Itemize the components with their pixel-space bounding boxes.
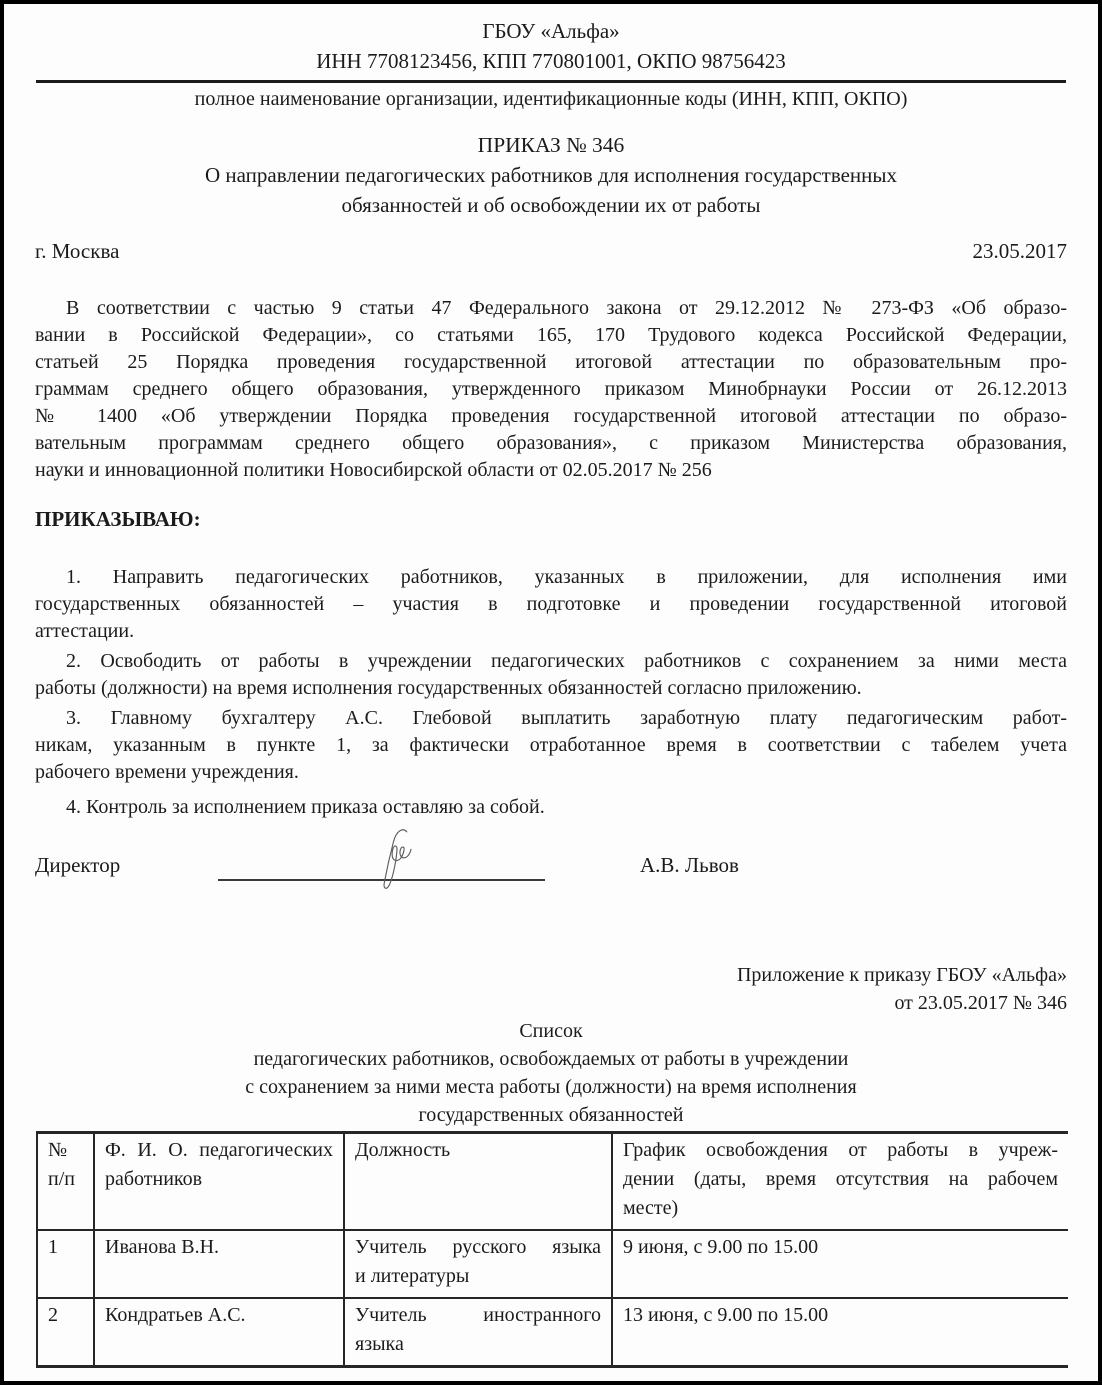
order-item xyxy=(35,648,1067,702)
text-line: № 1400 «Об утверждении Порядка проведения государственной итоговой аттестации по образо- xyxy=(35,405,1067,427)
text-line: с сохранением за ними места работы (должности) на время исполнения xyxy=(245,1076,857,1098)
order-subject xyxy=(35,160,1067,220)
order-date: 23.05.2017 xyxy=(972,239,1067,263)
text-line: месте) xyxy=(623,1197,679,1219)
table-cell xyxy=(94,1298,344,1367)
org-header xyxy=(35,4,1067,76)
org-codes: ИНН 7708123456, КПП 770801001, ОКПО 98756423 xyxy=(316,49,786,73)
table-header-row xyxy=(37,1133,1068,1231)
signature-name: А.В. Львов xyxy=(640,853,739,877)
text-line: Кондратьев А.С. xyxy=(105,1304,246,1326)
text-line: Учитель иностранного xyxy=(355,1304,601,1326)
city-date-row xyxy=(35,238,1067,265)
appendix-reference xyxy=(35,961,1067,1017)
text-line: 2. Освободить от работы в учреждении педагогических работников с сохранением за ними места xyxy=(66,650,1067,672)
text-line: граммам среднего общего образования, утвержденного приказом Минобрнауки России от 26.12.2013 xyxy=(35,378,1067,400)
text-line: 13 июня, с 9.00 по 15.00 xyxy=(623,1304,829,1326)
text-line: О направлении педагогических работников для исполнения государственных xyxy=(204,163,898,187)
table-cell xyxy=(612,1298,1068,1367)
table-header-cell xyxy=(612,1133,1068,1231)
order-title: ПРИКАЗ № 346 xyxy=(477,133,625,157)
table-header-cell xyxy=(344,1133,612,1231)
text-line: от 23.05.2017 № 346 xyxy=(894,992,1067,1014)
text-line: статьей 25 Порядка проведения государственной итоговой аттестации по образовательным про- xyxy=(35,351,1067,373)
text-line: никам, указанным в пункте 1, за фактически отработанное время в соответствии с табелем учета xyxy=(35,734,1067,756)
text-line: Приложение к приказу ГБОУ «Альфа» xyxy=(736,964,1067,986)
table-cell xyxy=(344,1230,612,1298)
text-line: работников xyxy=(105,1168,203,1190)
resolution-heading: ПРИКАЗЫВАЮ: xyxy=(35,507,201,531)
signature-row xyxy=(35,851,1067,879)
schedule-table xyxy=(36,1131,1068,1368)
text-line: государственных обязанностей xyxy=(418,1104,684,1126)
order-item xyxy=(35,564,1067,645)
table-cell xyxy=(344,1298,612,1367)
text-line: Список xyxy=(519,1020,583,1042)
cell-content xyxy=(355,1136,601,1223)
text-line: Иванова В.Н. xyxy=(105,1236,220,1258)
text-line: рабочего времени учреждения. xyxy=(35,761,299,783)
signature-role: Директор xyxy=(35,853,121,877)
cell-content xyxy=(623,1233,1058,1288)
table-header-cell xyxy=(37,1133,94,1231)
order-item xyxy=(35,794,1067,821)
order-items xyxy=(35,564,1067,821)
text-line: Ф. И. О. педагогических xyxy=(105,1139,333,1161)
cell-content xyxy=(48,1136,83,1223)
table-header-cell xyxy=(94,1133,344,1231)
table-cell xyxy=(37,1298,94,1367)
text-line: График освобождения от работы в учреж- xyxy=(623,1139,1058,1161)
text-line: педагогических работников, освобождаемых от работы в учреждении xyxy=(253,1048,849,1070)
cell-content xyxy=(105,1233,333,1288)
org-caption: полное наименование организации, идентификационные коды (ИНН, КПП, ОКПО) xyxy=(194,88,908,110)
table-body xyxy=(37,1230,1068,1367)
table-row xyxy=(37,1298,1068,1367)
order-item xyxy=(35,705,1067,786)
table-cell xyxy=(612,1230,1068,1298)
text-line: государственных обязанностей – участия в подготовке и проведении государственной итоговой xyxy=(35,593,1067,615)
text-line: 9 июня, с 9.00 по 15.00 xyxy=(623,1236,819,1258)
text-line: В соответствии с частью 9 статьи 47 Федерального закона от 29.12.2012 № 273-ФЗ «Об образо- xyxy=(66,297,1067,319)
table-cell xyxy=(37,1230,94,1298)
text-line: обязанностей и об освобождении их от работы xyxy=(341,193,761,217)
text-line: 1. Направить педагогических работников, указанных в приложении, для исполнения ими xyxy=(66,566,1067,588)
cell-content xyxy=(623,1136,1058,1223)
org-name: ГБОУ «Альфа» xyxy=(482,19,620,43)
text-line: № xyxy=(48,1139,68,1161)
table-cell xyxy=(94,1230,344,1298)
cell-content xyxy=(48,1233,83,1288)
text-line: дении (даты, время отсутствия на рабочем xyxy=(623,1168,1058,1190)
cell-content xyxy=(105,1136,333,1223)
text-line: Учитель русского языка xyxy=(355,1236,601,1258)
table-row xyxy=(37,1230,1068,1298)
cell-content xyxy=(105,1301,333,1356)
text-line: вательным программам среднего общего образования», с приказом Министерства образования, xyxy=(35,432,1067,454)
text-line: науки и инновационной политики Новосибирской области от 02.05.2017 № 256 xyxy=(35,459,712,481)
text-line: языка xyxy=(355,1333,404,1355)
text-line: работы (должности) на время исполнения государственных обязанностей согласно приложению. xyxy=(35,677,862,699)
cell-content xyxy=(355,1301,601,1359)
text-line: и литературы xyxy=(355,1265,470,1287)
text-line: Должность xyxy=(355,1139,451,1161)
document-content xyxy=(4,4,1098,1368)
order-preamble xyxy=(35,295,1067,484)
header-divider xyxy=(36,80,1066,83)
cell-content xyxy=(623,1301,1058,1356)
text-line: п/п xyxy=(48,1168,75,1190)
text-line: 2 xyxy=(48,1304,58,1326)
signature-line xyxy=(218,851,545,881)
cell-content xyxy=(48,1301,83,1356)
text-line: 4. Контроль за исполнением приказа оставляю за собой. xyxy=(66,796,545,818)
cell-content xyxy=(355,1233,601,1291)
text-line: вании в Российской Федерации», со статьями 165, 170 Трудового кодекса Российской Федерации, xyxy=(35,324,1067,346)
text-line: 1 xyxy=(48,1236,58,1258)
appendix-title xyxy=(35,1017,1067,1129)
order-city: г. Москва xyxy=(35,239,120,263)
text-line: 3. Главному бухгалтеру А.С. Глебовой выплатить заработную плату педагогическим работ- xyxy=(66,707,1067,729)
text-line: аттестации. xyxy=(35,620,135,642)
signature-scribble-icon xyxy=(376,812,418,907)
